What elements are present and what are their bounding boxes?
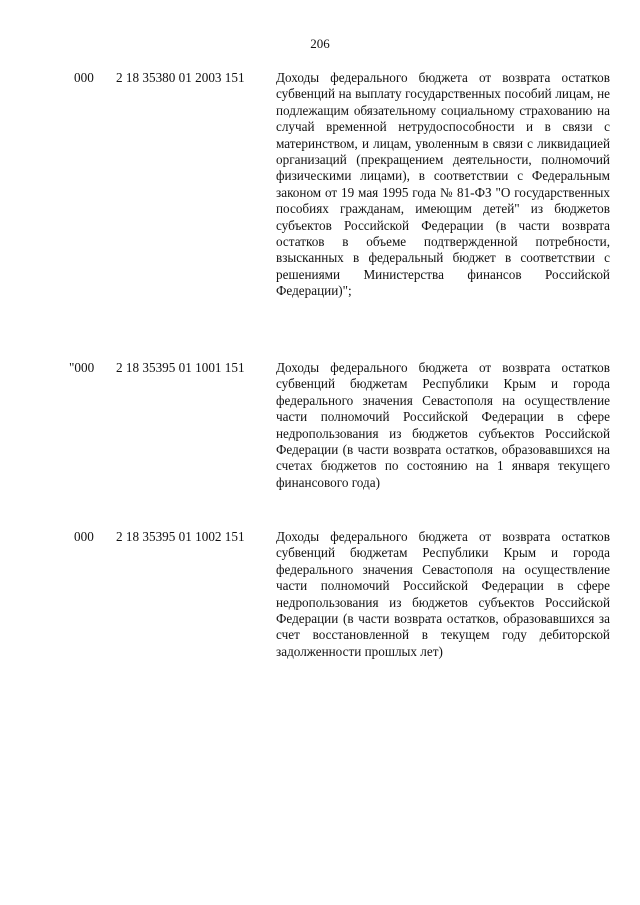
entry-description: Доходы федерального бюджета от возврата остатков субвенций на выплату государственных пособий лицам, не подлежащим обязательному социальному страхованию на случай временной нетрудоспособности и в связи с материнством, и лицам, уволенным в связи с ликвидацией организаций (прекращением деятельности, полномочий физическими лицами), в соответствии с Федеральным законом от 19 мая 1995 года № 81-ФЗ "О государственных пособиях гражданам, имеющим детей" из бюджетов субъектов Российской Федерации (в части возврата остатков в объеме подтвержденной потребности, взысканных в федеральный бюджет в соответствии с решениями Министерства финансов Российской Федерации)"; [276, 70, 610, 299]
budget-code-entry [0, 70, 640, 299]
classification-code: 2 18 35395 01 1002 151 [116, 529, 245, 544]
admin-code: "000 [69, 360, 95, 375]
classification-code: 2 18 35395 01 1001 151 [116, 360, 245, 375]
admin-code: 000 [74, 529, 94, 544]
budget-code-entry [0, 360, 640, 490]
entry-description: Доходы федерального бюджета от возврата остатков субвенций бюджетам Республики Крым и города федерального значения Севастополя на осуществление части полномочий Российской Федерации в сфере недропользования из бюджетов субъектов Российской Федерации (в части возврата остатков, образовавшихся за счет восстановленной в текущем году дебиторской задолженности прошлых лет) [276, 529, 610, 659]
entry-description: Доходы федерального бюджета от возврата остатков субвенций бюджетам Республики Крым и города федерального значения Севастополя на осуществление части полномочий Российской Федерации в сфере недропользования из бюджетов субъектов Российской Федерации (в части возврата остатков, образовавшихся на счетах бюджетов по состоянию на 1 января текущего финансового года) [276, 360, 610, 490]
classification-code: 2 18 35380 01 2003 151 [116, 70, 245, 85]
admin-code: 000 [74, 70, 94, 85]
budget-code-entry [0, 529, 640, 659]
page-number: 206 [310, 36, 330, 51]
